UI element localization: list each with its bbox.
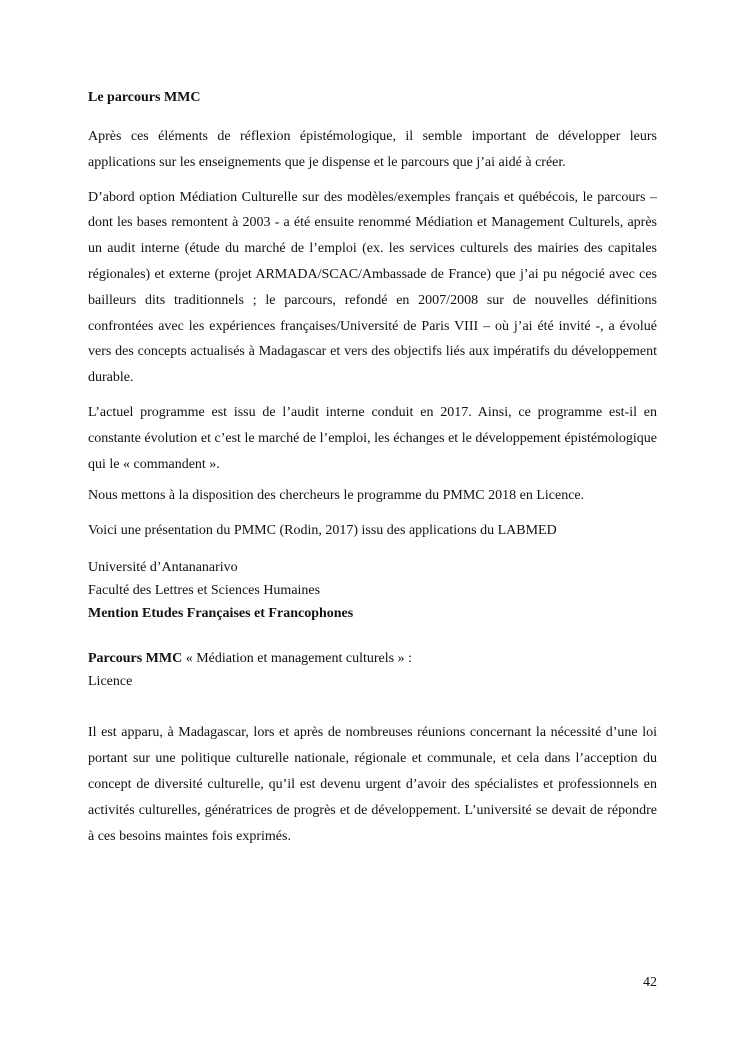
university-name: Université d’Antananarivo xyxy=(88,560,238,576)
institution-block xyxy=(88,556,657,625)
document-page xyxy=(88,88,657,858)
parcours-level: Licence xyxy=(88,674,133,690)
page-number: 42 xyxy=(643,975,657,990)
paragraph-history: D’abord option Médiation Culturelle sur des modèles/exemples français et québécois, le parcours – dont les bases remontent à 2003 - a été ensuite renommé Médiation et Management Culturels, après un audit interne (étude du marché de l’emploi (ex. les services culturels des mairies des capitales régionales) et externe (projet ARMADA/SCAC/Ambassade de France) que j’ai pu négocié avec ces bailleurs dits traditionnels ; le parcours, refondé en 2007/2008 sur de nouvelles définitions confrontées avec les expériences françaises/Université de Paris VIII – où j’ai été invité -, a évolué vers des concepts actualisés à Madagascar et vers des objectifs liés aux impératifs du développement durable. xyxy=(88,189,657,386)
paragraph-availability: Nous mettons à la disposition des chercheurs le programme du PMMC 2018 en Licence. xyxy=(88,488,585,504)
parcours-label-rest: « Médiation et management culturels » : xyxy=(182,651,412,667)
paragraph-program: L’actuel programme est issu de l’audit interne conduit en 2017. Ainsi, ce programme est-il en constante évolution et c’est le marché de l’emploi, les échanges et le développement épistémologique qui le « commandent ». xyxy=(88,404,657,472)
parcours-block xyxy=(88,647,657,693)
faculty-name: Faculté des Lettres et Sciences Humaines xyxy=(88,583,321,599)
parcours-label-bold: Parcours MMC xyxy=(88,651,183,667)
section-heading: Le parcours MMC xyxy=(88,90,201,105)
paragraph-presentation: Voici une présentation du PMMC (Rodin, 2017) issu des applications du LABMED xyxy=(88,523,557,539)
parcours-title xyxy=(88,647,657,670)
paragraph-closing: Il est apparu, à Madagascar, lors et après de nombreuses réunions concernant la nécessité d’une loi portant sur une politique culturelle nationale, régionale et communale, et cela dans l’acception du concept de diversité culturelle, qu’il est devenu urgent d’avoir des spécialistes et professionnels en activités culturelles, génératrices de progrès et de développement. L’université se devait de répondre à ces besoins maintes fois exprimés. xyxy=(88,725,657,844)
paragraph-intro: Après ces éléments de réflexion épistémologique, il semble important de développer leurs applications sur les enseignements que je dispense et le parcours que j’ai aidé à créer. xyxy=(88,129,657,170)
mention-name: Mention Etudes Françaises et Francophones xyxy=(88,606,354,622)
